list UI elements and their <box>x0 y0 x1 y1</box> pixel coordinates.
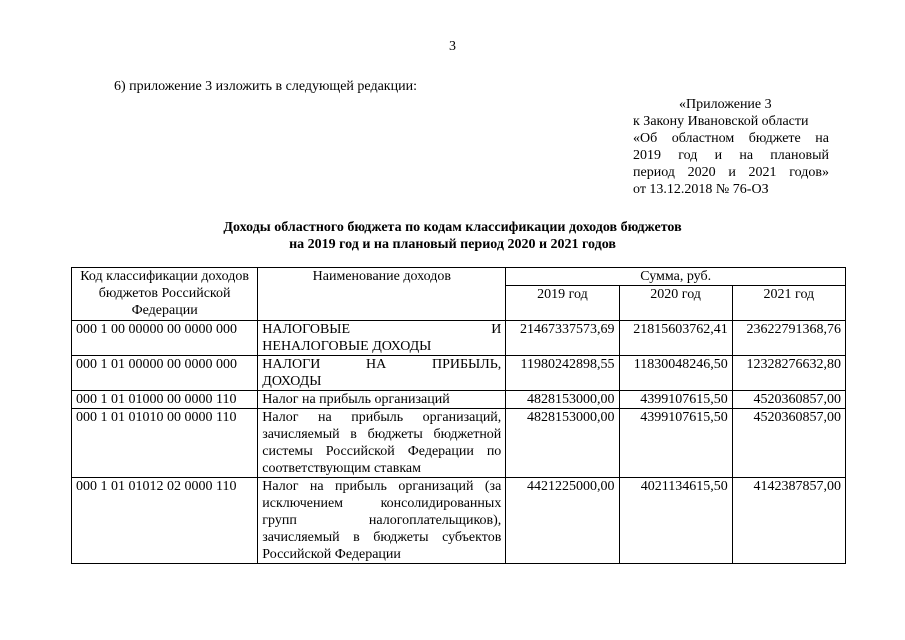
header-year-2019: 2019 год <box>506 286 619 321</box>
row-code: 000 1 00 00000 00 0000 000 <box>72 321 258 356</box>
page-number: 3 <box>449 39 456 54</box>
row-value-2020: 4399107615,50 <box>619 391 732 409</box>
table-row <box>72 409 846 478</box>
table-row <box>72 478 846 564</box>
row-name: Налог на прибыль организаций, зачисляемый в бюджеты бюджетной системы Российской Федерации по соответствующим ставкам <box>258 409 506 478</box>
row-code: 000 1 01 00000 00 0000 000 <box>72 356 258 391</box>
header-name: Наименование доходов <box>258 268 506 321</box>
row-value-2019: 11980242898,55 <box>506 356 619 391</box>
title-line: на 2019 год и на плановый период 2020 и 2021 годов <box>289 237 616 252</box>
row-value-2020: 21815603762,41 <box>619 321 732 356</box>
appendix-reference <box>633 96 829 198</box>
row-value-2021: 4142387857,00 <box>732 478 845 564</box>
row-name-part: НЕНАЛОГОВЫЕ ДОХОДЫ <box>262 339 432 354</box>
row-value-2021: 4520360857,00 <box>732 391 845 409</box>
row-name <box>258 321 506 356</box>
row-code: 000 1 01 01000 00 0000 110 <box>72 391 258 409</box>
document-title <box>0 219 905 253</box>
row-name-part: ПРИБЫЛЬ, <box>432 357 502 372</box>
appendix-line: «Об областном бюджете на <box>633 131 829 146</box>
row-code: 000 1 01 01012 02 0000 110 <box>72 478 258 564</box>
budget-table <box>71 267 846 564</box>
row-value-2020: 11830048246,50 <box>619 356 732 391</box>
row-name: Налог на прибыль организаций (за исключением консолидированных групп налогоплательщиков), зачисляемый в бюджеты субъектов Российской Федерации <box>258 478 506 564</box>
appendix-line: 2019 год и на плановый <box>633 148 829 163</box>
header-code: Код классификации доходов бюджетов Российской Федерации <box>72 268 258 321</box>
row-name-part: НАЛОГОВЫЕ <box>262 322 351 337</box>
appendix-line: к Закону Ивановской области <box>633 114 809 129</box>
row-value-2020: 4021134615,50 <box>619 478 732 564</box>
row-name-part: ДОХОДЫ <box>262 374 322 389</box>
table-row <box>72 356 846 391</box>
appendix-line: период 2020 и 2021 годов» <box>633 165 829 180</box>
row-value-2019: 4421225000,00 <box>506 478 619 564</box>
table-row <box>72 391 846 409</box>
row-value-2019: 21467337573,69 <box>506 321 619 356</box>
row-name <box>258 356 506 391</box>
header-year-2021: 2021 год <box>732 286 845 321</box>
row-name-part: НАЛОГИ <box>262 357 321 372</box>
appendix-line: от 13.12.2018 № 76-ОЗ <box>633 182 769 197</box>
table-row <box>72 321 846 356</box>
appendix-line: «Приложение 3 <box>679 97 772 112</box>
header-sum: Сумма, руб. <box>506 268 846 286</box>
row-value-2019: 4828153000,00 <box>506 391 619 409</box>
row-value-2021: 4520360857,00 <box>732 409 845 478</box>
row-name: Налог на прибыль организаций <box>258 391 506 409</box>
row-value-2020: 4399107615,50 <box>619 409 732 478</box>
row-name-part: НА <box>366 357 387 372</box>
row-value-2019: 4828153000,00 <box>506 409 619 478</box>
intro-text: 6) приложение 3 изложить в следующей редакции: <box>114 79 417 94</box>
header-year-2020: 2020 год <box>619 286 732 321</box>
row-value-2021: 23622791368,76 <box>732 321 845 356</box>
row-value-2021: 12328276632,80 <box>732 356 845 391</box>
row-code: 000 1 01 01010 00 0000 110 <box>72 409 258 478</box>
table-header-row <box>72 268 846 286</box>
title-line: Доходы областного бюджета по кодам классификации доходов бюджетов <box>223 220 682 235</box>
row-name-part: И <box>491 322 502 337</box>
